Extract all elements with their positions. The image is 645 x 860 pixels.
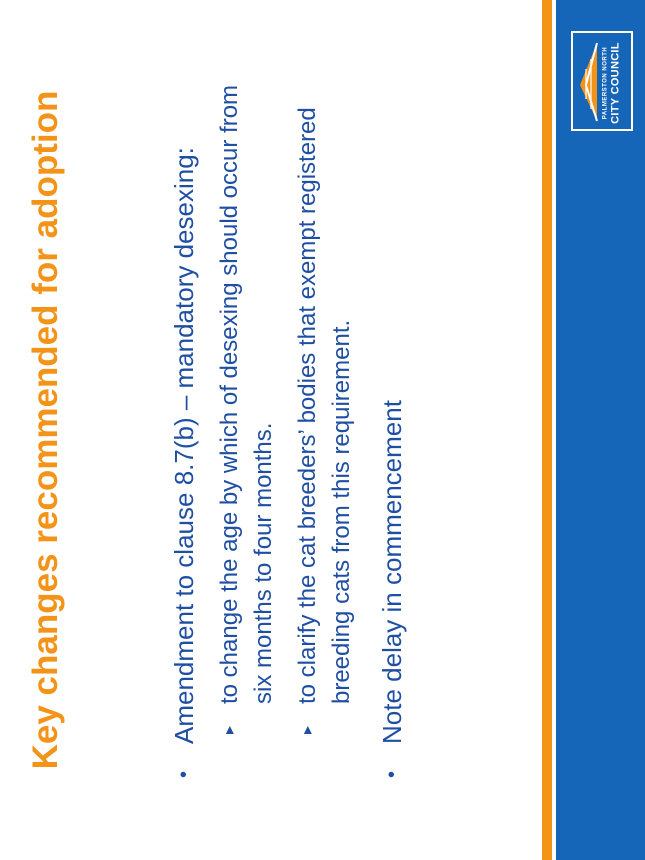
bullet-item bbox=[165, 82, 203, 782]
logo-mark-icon bbox=[577, 39, 599, 125]
sub-bullet-text: to change the age by which of desexing should occur from six months to four months. bbox=[216, 84, 277, 704]
logo-text bbox=[603, 35, 622, 131]
bullet-text: Note delay in commencement bbox=[377, 400, 407, 744]
bullet-marker: • bbox=[173, 770, 195, 778]
sub-bullet-text: to clarify the cat breeders’ bodies that exempt registered breeding cats from this requirement. bbox=[294, 107, 355, 704]
sub-bullet-marker: ▸ bbox=[299, 725, 316, 734]
accent-stripe bbox=[542, 0, 552, 860]
bullet-item bbox=[373, 82, 411, 782]
slide-title: Key changes recommended for adoption bbox=[26, 90, 65, 770]
bullet-marker: • bbox=[381, 770, 403, 778]
logo-org-big: CITY COUNCIL bbox=[609, 42, 622, 124]
logo-org-small: PALMERSTON NORTH bbox=[602, 46, 609, 120]
bullet-text: Amendment to clause 8.7(b) – mandatory desexing: bbox=[169, 147, 199, 744]
council-logo bbox=[571, 31, 633, 131]
sub-bullet-item bbox=[213, 82, 281, 782]
bullet-list bbox=[165, 82, 411, 782]
sub-bullet-marker: ▸ bbox=[221, 725, 238, 734]
sub-bullet-item bbox=[291, 82, 359, 782]
